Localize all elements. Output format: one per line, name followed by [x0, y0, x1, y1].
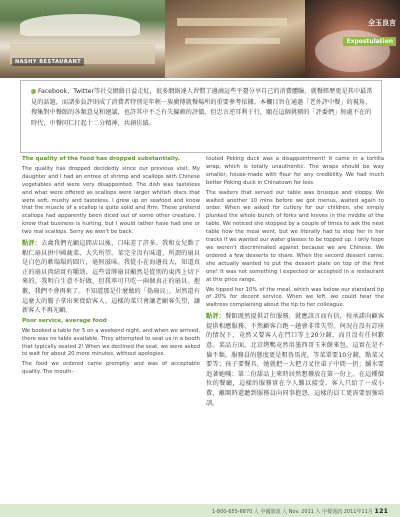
review-2-comment	[206, 312, 384, 408]
comment-label: 點評：	[206, 313, 226, 321]
right-column	[206, 156, 384, 410]
review-1-heading: The quality of the food has dropped substantially.	[22, 156, 181, 162]
footer-publication: 1-800-655-6870 ⼈ 中國旅訊 ⼈ Nov. 2011 ⼈ 中餐通訊 2011年11月	[211, 509, 373, 515]
review-2-body-part5: We tipped her 10% of the meal, which was below our standard tip of 20% for decent service. When we left, we could hear the waitress complaining about the tip to her colleague.	[206, 286, 384, 309]
review-2-heading: Poor service, average food	[22, 317, 107, 324]
section-badge-zh: 全玉良言	[368, 19, 396, 27]
intro-text: Facebook、Twitter等社交網絡日益走紅，很多網絡達人習慣了邊滴這些平臺分享自己的消費體驗。就餐經歷更是其中最常見的話題，而諸多負評則成了消費者特別是年輕一族廣傳就餐場所的重要參考依據。本欄目旨在通過「老外評中餐」的視角，搜集對中餐館的各類意見和建議，也許其中不乏有失偏頗的評價，但忠言逆耳利于行，願在這個挑剔的「評委們」無處不在的時代，中餐同仁打起十二分精神，共創佳績。	[31, 88, 373, 127]
header-photo-strip	[0, 0, 400, 78]
seared-tuna-dish-photo	[305, 0, 400, 78]
section-badge-en: Expostulation	[343, 37, 396, 46]
review-1-comment-text: 去歲我們光顧這間店以後，口味差了許多。我和女兒點了蝦仁扇貝拼中國蔬菜，大失所望。菜完全沒有味道，所謂的扇貝是白色的軟塌塌的圓片，毫無滋味。我從小在海邊長大，知道真正的扇貝肉結實有嚼勁。這些冒牌扇貝顯然是從別的東西上切下來的。我明白生意不好做，但我寧可只吃一兩個真正的扇貝。抱歉，我們不會再來了。不知道那是什麼做的「偽扇貝」，居然還有這麼大的膽子拿出來賣給客人。這樣的菜只會讓老顧客失望，讓新客人不再光顧。	[22, 240, 201, 315]
review-2-body-part2: The food we ordered came promptly and was of acceptable quality. The mouth-	[22, 361, 200, 376]
footer-text	[212, 507, 388, 515]
review-1-comment	[22, 239, 200, 316]
review-2-comment-text: 餐館既然提供訂位服務，就應該言而有信，按承諾向顧客提供相應服務，不然顧客白跑一趟會非常失望。何況在沒有訂座的情況下，竟然又要客人在門口等上20分鐘，而且沒有任何歉意。菜品方面，北京烤鴨竟然用墨西哥玉米餅來包，這實在是不倫不類。服務員的態度更是粗魯馬虎，等菜單要10分鐘，點菜又要等；孩子要餐具，她就把一大把刀叉往桌子中間一扔；續水要追著她喊；第二份甜品上來時居然想疊放在第一份上。在這種價位的餐廳，這樣的服務實在令人難以接受。客人只給了一成小費，離開時還聽到服務員向同事抱怨，這樣的員工更需要加強培訓。	[206, 313, 385, 407]
restaurant-patio-photo	[0, 0, 165, 78]
review-2-body-part1: We booked a table for 5 on a weekend night, and when we arrived, there was no table available. They attempted to seat us in a booth that typically seated 2! When we declined the seat, we were asked to wait for about 20 more minutes, without apologies.	[22, 327, 200, 358]
bullet-icon	[31, 89, 36, 94]
restaurant-sign: NASHY RESTAURANT	[12, 58, 84, 66]
restaurant-interior-photo	[165, 0, 305, 78]
comment-label: 點評：	[22, 240, 42, 248]
page-number: 121	[374, 507, 388, 515]
left-column	[22, 156, 200, 379]
review-1-body: The quality has dropped decidedly since our previous visit. My daughter and I had an entree of shrimp and scallops with Chinese vegetables and were very disappointed. The dish was tasteless and what were offered as scallops were larger whitish discs that were soft, mushy and tasteless. I grew up on seafood and know that the muscle of a scallop is quite solid and firm. These pretend scallops had apparently been diced out of some other creature. I know that business is hurting, but I would rather have had one or two real scallops. Sorry we won't be back.	[22, 165, 200, 236]
intro-box	[20, 80, 382, 153]
review-2-body-part3: touted Peking duck was a disappointment! It came in a tortilla wrap, which is totally unauthentic. The wraps should be way smaller, house-made with flour for any credibility. We had much better Peking duck in Chinatown for less.	[206, 156, 384, 186]
page-footer	[0, 504, 400, 517]
section-badge	[343, 18, 396, 47]
review-2-body-part4: The waiters that served our table was brusque and sloppy. We waited another 10 mins before we got menus, waited again to order. When we asked for cutlery for our children, she simply plunked the whole bunch of forks and knives in the middle of the table. We noticed she stopped by a couple of times to ask the next table how the meal went, but we literally had to stop her in her tracks if we wanted our water glasses to be topped up. I only hope we weren't discriminated against because we are Chinese. We ordered a few desserts to share. When the second dessert came, she actually wanted to put the dessert plate on top of the first one! It was not something I expected or accepted in a restaurant at this price range.	[206, 189, 384, 283]
